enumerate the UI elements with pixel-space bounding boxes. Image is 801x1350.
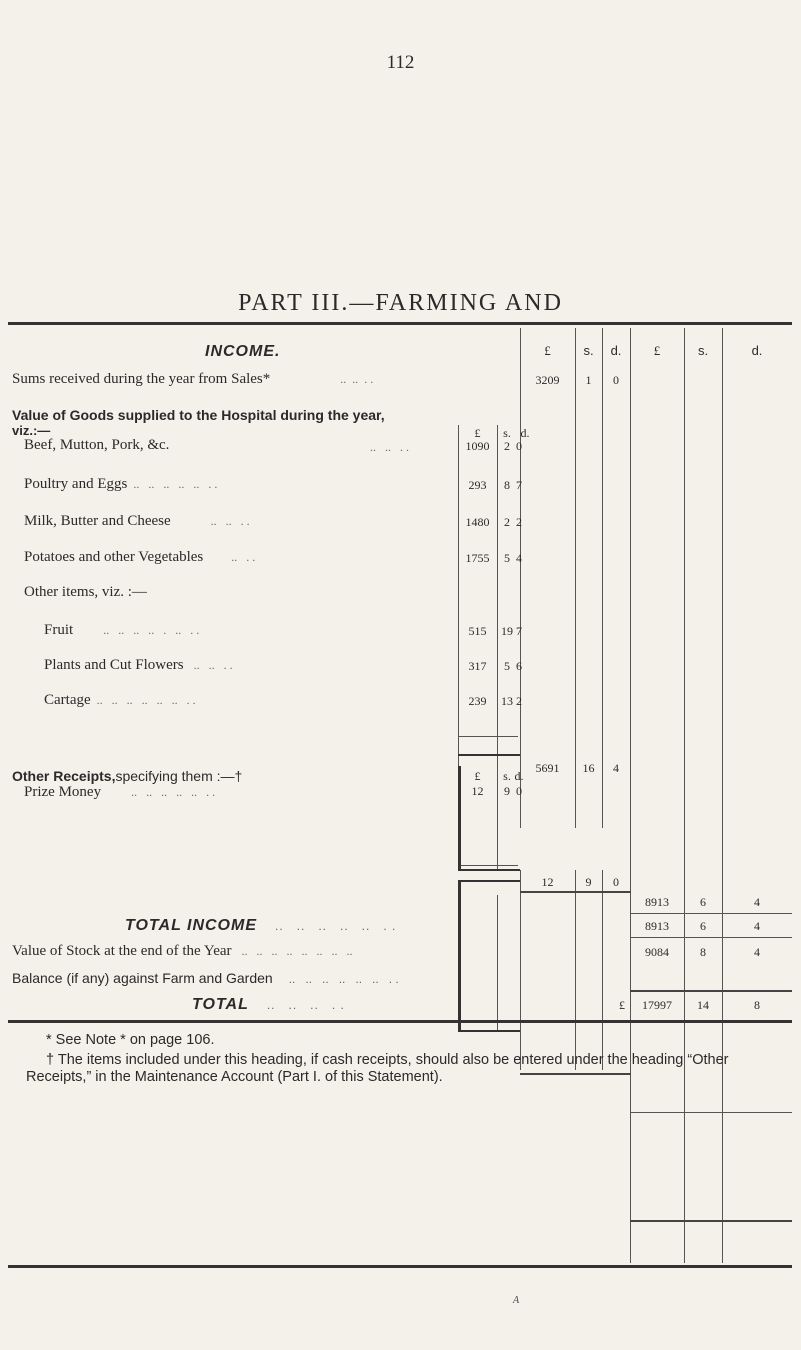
col-line-right-left [630,328,631,1263]
receipts-col-line-s [497,895,498,1032]
receipts-box-s [497,780,498,870]
goods-pounds-poultry: 293 [468,478,487,492]
col-line-sum-left [520,870,521,1070]
other-receipts-label: Other Receipts,specifying them :—† [12,768,243,784]
goods-label-milk: Milk, Butter and Cheese .. .. . . [24,513,250,529]
other-item-pence-cartage: 2 [516,694,522,708]
inner-header-pence: d. [520,426,530,440]
header-right-pounds: £ [653,343,661,358]
total-label: TOTAL .. .. .. . . [192,996,345,1013]
page-number: 112 [386,52,415,73]
table-top-rule [8,322,792,325]
prize-money-shillings: 9 [504,784,510,798]
col-line-sum-d [602,870,603,1070]
receipts-top-line [458,880,520,882]
receipts-total-pence: 0 [613,875,619,889]
other-item-shillings-plants: 5 [504,659,510,673]
header-right-shillings: s. [697,343,709,358]
goods-pence-poultry: 7 [516,478,522,492]
total-income-pence: 4 [754,919,760,933]
goods-pounds-milk: 1480 [465,515,490,529]
col-line-outer-s [575,328,576,828]
inner-goods-bottom-line [458,865,518,866]
receipts-col-line-left [458,882,461,1032]
sales-pounds: 3209 [535,373,560,387]
total-over-rule [630,990,792,992]
total-top-rule [630,1220,792,1222]
prize-money-pence: 0 [516,784,522,798]
part-title: PART III.—FARMING AND [238,290,563,316]
subtotal-under-rule [630,913,792,914]
goods-shillings-poultry: 8 [504,478,510,492]
total-income-rule [630,1112,792,1113]
goods-heading-line2: viz.:— [12,423,51,438]
goods-label-potatoes: Potatoes and other Vegetables .. . . [24,549,256,565]
table-close-rule [8,1020,792,1023]
goods-pounds-beef: 1090 [465,439,490,453]
subtotal-pounds: 8913 [645,895,669,909]
prize-money-label: Prize Money .. .. .. .. .. . . [24,784,216,800]
receipts-box-left [458,766,461,870]
header-right-pence: d. [751,343,763,358]
total-currency: £ [619,998,625,1012]
goods-label-poultry: Poultry and Eggs .. .. .. .. .. . . [24,476,218,492]
goods-total-pounds: 5691 [535,761,560,775]
col-line-outer-left [520,328,521,828]
col-line-right-s [684,328,685,1263]
total-income-pounds: 8913 [645,919,669,933]
footnote-2: † The items included under this heading, if cash receipts, should also be entered under the heading “Other Receipts,” in the Maintenance Account (Part I. of this Statement). [26,1052,729,1085]
inner-header-shillings: s. [503,426,511,440]
goods-pence-milk: 2 [516,515,522,529]
other-item-label-cartage: Cartage .. .. .. .. .. .. . . [44,692,196,708]
receipts-total-shillings: 9 [585,875,592,889]
receipts-bottom-line [458,1030,520,1032]
leader-dots: .. .. . . [370,440,409,454]
other-item-pounds-fruit: 515 [468,624,487,638]
other-items-label: Other items, viz. :— [24,584,147,600]
other-item-pence-fruit: 7 [516,624,522,638]
subtotal-pence: 4 [754,895,760,909]
goods-shillings-beef: 2 [504,439,510,453]
prize-money-pounds: 12 [471,784,484,798]
header-pence: d. [610,343,622,358]
goods-shillings-potatoes: 5 [504,551,510,565]
total-pounds: 17997 [642,998,672,1012]
goods-total-shillings: 16 [582,761,595,775]
footnote-1: * See Note * on page 106. [46,1032,215,1048]
goods-label-beef: Beef, Mutton, Pork, &c. [24,437,170,453]
goods-total-rule [458,754,520,756]
stock-shillings: 8 [700,945,706,959]
outer-sum-rule [520,891,631,893]
total-income-under-rule [630,937,792,938]
total-shillings: 14 [697,998,709,1012]
goods-box-close [458,736,518,737]
balance-label: Balance (if any) against Farm and Garden .. .. .. .. .. .. . . [12,970,399,986]
goods-heading-line1: Value of Goods supplied to the Hospital during the year, [12,407,385,423]
receipts-header-pence: d. [514,769,524,783]
col-line-right-d [722,328,723,1263]
goods-total-pence: 4 [613,761,619,775]
col-line-sum-s [575,870,576,1070]
other-item-pounds-plants: 317 [468,659,487,673]
other-item-shillings-fruit: 19 [501,624,513,638]
footer-mark: A [513,1295,520,1306]
total-pence: 8 [754,998,760,1012]
goods-pence-potatoes: 4 [516,551,522,565]
stock-pounds: 9084 [645,945,669,959]
receipts-total-pounds: 12 [541,875,554,889]
other-item-pounds-cartage: 239 [468,694,487,708]
income-heading: INCOME. [205,343,281,360]
other-item-pence-plants: 6 [516,659,522,673]
header-pounds: £ [544,343,551,358]
goods-pounds-potatoes: 1755 [465,551,490,565]
header-shillings: s. [583,343,594,358]
col-line-outer-d [602,328,603,828]
total-income-label: TOTAL INCOME .. .. .. .. .. . . [125,917,397,934]
receipts-header-pounds: £ [474,769,481,783]
table-bottom-rule [8,1265,792,1268]
inner-header-pounds: £ [474,426,481,440]
other-item-label-fruit: Fruit .. .. .. .. . .. . . [44,622,200,638]
receipts-box-bottom [458,869,520,871]
receipts-header-shillings: s. [503,769,511,783]
goods-shillings-milk: 2 [504,515,510,529]
stock-label: Value of Stock at the end of the Year .. .. .. .. .. .. .. .. [12,943,353,959]
other-item-shillings-cartage: 13 [501,694,513,708]
stock-pence: 4 [754,945,760,959]
sales-shillings: 1 [585,373,592,387]
goods-pence-beef: 0 [516,439,522,453]
subtotal-shillings: 6 [700,895,706,909]
sales-pence: 0 [613,373,619,387]
other-item-label-plants: Plants and Cut Flowers .. .. . . [44,657,233,673]
sales-label: Sums received during the year from Sales* .. .. . . [12,371,374,387]
total-income-shillings: 6 [700,919,706,933]
